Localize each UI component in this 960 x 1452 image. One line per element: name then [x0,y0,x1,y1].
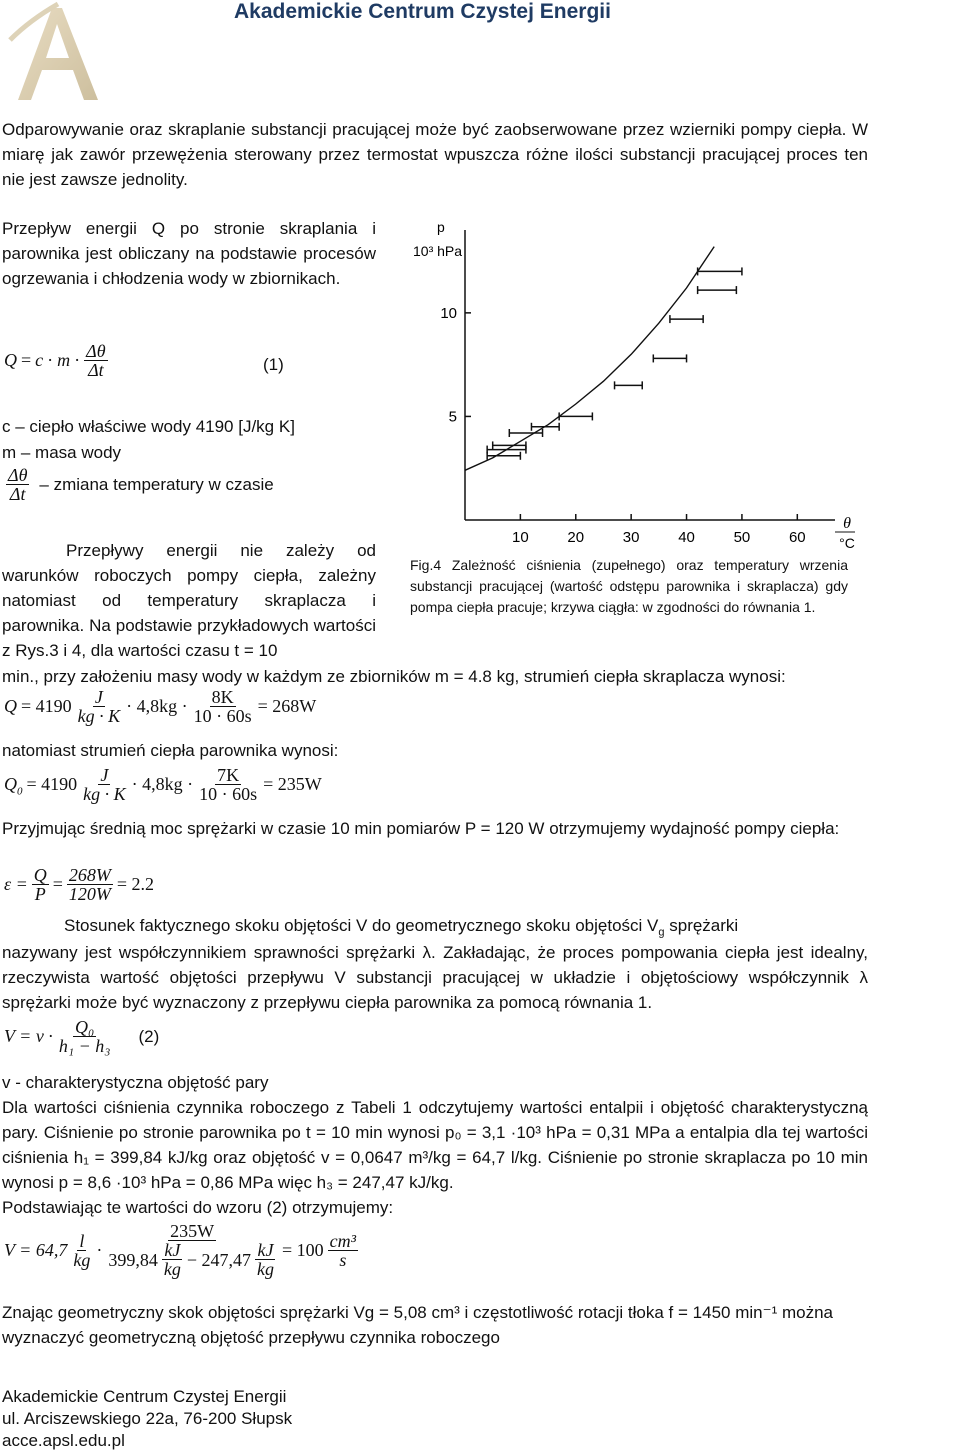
eps-f2d: 120W [68,884,111,904]
eqq0-frac1 [81,766,128,803]
eq1-num: Δθ [86,341,106,361]
eqq-frac1 [76,688,123,725]
eqq0-result: = 235W [263,774,322,794]
footer-website[interactable]: acce.apsl.edu.pl [2,1431,125,1450]
eqq0-frac2-num: 7K [217,765,240,785]
eq3-f3d: s [339,1249,347,1270]
eq1-m: m [57,350,71,370]
eps-f2n: 268W [68,865,111,885]
paragraph-volume-ratio-first [64,913,868,938]
eqq0-lhs-sub: 0 [17,785,23,798]
eqq0-mid: · 4,8kg · [131,774,194,794]
paragraph-flows-cont: min., przy założeniu masy wody w każdym ze zbiorników m = 4.8 kg, strumień ciepła skraplacza wynosi: [2,667,786,686]
equation-3 [4,1222,358,1278]
para5a-text [64,913,738,938]
para5a-sub: g [658,926,665,939]
eqq-frac1-den: kg · K [77,706,121,726]
x-tick-label: 50 [733,529,751,546]
paragraph-volume-ratio: nazywany jest współczynnikiem sprawności sprężarki λ. Zakładając, że proces pompowania ciepła jest idealny, rzeczywista wartość objętości przepływu V substancji pracującej w układzie i objętościowy współczynnik λ sprężarki może być wyznaczony z przepływu ciepła parownika za pomocą równania 1. [2,943,868,1012]
def-v: v - charakterystyczna objętość pary [2,1073,269,1092]
eq3-f2d-afrac [162,1241,183,1278]
equation-2 [4,1018,159,1055]
equation-epsilon [4,866,154,903]
eqq-frac1-num: J [94,687,103,707]
y-axis-symbol: p [437,220,445,235]
paragraph-intro: Odparowywanie oraz skraplanie substancji pracującej może być zaobserwowane przez wzierniki pompy ciepła. W miarę jak zawór przewężenia sterowany przez termostat wpuszcza różne ilości substancji pracującej proces ten nie jest zawsze jednolity. [2,120,868,189]
equation-q-condenser [4,688,316,725]
eqq-frac2-den: 10 · 60s [193,706,252,726]
eq1-c: c [35,350,44,370]
x-tick-label: 10 [512,529,529,546]
eqq-frac2 [192,688,254,725]
eq3-f1n: l [79,1230,85,1251]
logo-a-icon [0,0,110,100]
eqq-coef: = 4190 [21,696,72,716]
eq3-frac2 [106,1222,278,1278]
eq3-f2d-bd: kg [256,1259,274,1279]
para5a-main: Stosunek faktycznego skoku objętości V do geometrycznego skoku objętości V [64,916,659,935]
eq3-f2-den [106,1241,278,1278]
eq2-label: (2) [138,1027,160,1046]
eps-lhs: ε = [4,874,28,894]
eq3-f2d-an: kJ [164,1240,181,1260]
eps-result: = 2.2 [116,874,155,894]
def-ratio [6,466,274,503]
eq3-f2d-bn: kJ [257,1240,274,1260]
equation-q0-evaporator [4,766,322,803]
paragraph-energy-flow: Przepływ energii Q po stronie skraplania i parownika jest obliczany na podstawie procesów ogrzewania i chłodzenia wody w zbiornikach. [2,219,376,288]
paragraph-flows: Przepływy energii nie zależy od warunków roboczych pompy ciepła, zależny natomiast od temperatury skraplacza i parownika. Na podstawie przykładowych wartości z Rys.3 i 4, dla wartości czasu t = 10 [2,541,376,660]
eps-f1n: Q [33,865,47,885]
eqq-mid: · 4,8kg · [126,696,188,716]
paragraph-compressor-power: Przyjmując średnią moc sprężarki w czasie 10 min pomiarów P = 120 W otrzymujemy wydajność pompy ciepła: [2,819,840,838]
figure-caption: Fig.4 Zależność ciśnienia (zupełnego) oraz temperatury wrzenia substancji pracującej (wartość odstępu parownika i skraplacza) gdy pompa ciepła pracuje; krzywa ciągła: w zgodności do równania 1. [410,557,848,615]
paragraph-geometric-volume: Znając geometryczny skok objętości sprężarki Vg = 5,08 cm³ i częstotliwość rotacji tłoka f = 1450 min⁻¹ można wyznaczyć geometryczną objętość przepływu czynnika roboczego [2,1303,833,1347]
eqq0-lhs [4,774,23,798]
pressure-temperature-chart [405,220,855,555]
eps-frac1 [32,866,49,903]
eqq0-frac2-den: 10 · 60s [199,784,258,804]
def-ratio-fraction [6,466,29,503]
eq3-frac1 [71,1232,92,1269]
x-tick-label: 20 [567,529,585,546]
eq1-lhs: Q [4,350,17,370]
y-tick-label: 10 [440,304,457,322]
eq2-lhs: V = v · [4,1026,53,1046]
logo [0,0,110,100]
y-tick-label: 5 [448,408,457,426]
eqq-frac2-num: 8K [211,687,234,707]
eq3-lhs: V = 64,7 [4,1239,68,1260]
eq3-dot: · [96,1239,103,1260]
equation-1: Q = c · m · $\frac{\Delta\theta}{\Delta t}$ [4,341,106,380]
eq3-f3n: cm³ [329,1230,357,1251]
eps-eq: = [52,874,63,894]
footer-address: ul. Arciszewskiego 22a, 76-200 Słupsk [2,1409,293,1428]
eq1-eq: = [21,350,32,370]
paragraph-table-values: Dla wartości ciśnienia czynnika roboczego z Tabeli 1 odczytujemy wartości entalpii i objętość charakterystyczną pary. Ciśnienie po stronie parownika po t = 10 min wynosi p₀ = 3,1 ·10³ hPa = 0,31 MPa a entalpia dla tej wartości ciśnienia h₁ = 399,84 kJ/kg oraz objętość v = 0,0647 m³/kg = 64,7 l/kg. Ciśnienie po stronie skraplacza po 10 min wynosi p = 8,6 ·10³ hPa = 0,86 MPa więc h₃ = 247,47 kJ/kg. [2,1098,868,1192]
eps-frac2 [67,866,113,903]
x-tick-label: 30 [622,529,640,546]
eqq0-frac2 [197,766,259,803]
eq1-fraction [84,342,107,379]
eq3-f2n: 235W [170,1221,215,1241]
eqq-lhs: Q [4,696,17,716]
x-tick-label: 60 [788,529,806,546]
footer [2,1386,292,1452]
eq3-f2d-a: 399,84 [108,1249,158,1270]
eq2-den: h₁ − h₃ [58,1036,111,1056]
def-c: c – ciepło właściwe wody 4190 [J/kg K] [2,417,295,436]
x-tick-label: 40 [678,529,695,546]
eq2-num: Q₀ [75,1017,95,1037]
def-ratio-num: Δθ [8,465,28,485]
eq1-den: Δt [88,360,104,380]
footer-org: Akademickie Centrum Czystej Energii [2,1387,287,1406]
eqq-result: = 268W [257,696,317,716]
eqq0-frac1-den: kg · K [83,784,126,804]
eq2-frac [57,1018,113,1055]
def-ratio-text: – zmiana temperatury w czasie [39,475,274,494]
eq1-label: (1) [263,355,284,374]
eq3-f1d: kg [73,1249,91,1270]
eqq0-lhs-q: Q [4,774,17,794]
para5a-end: sprężarki [664,916,739,935]
eq3-frac3 [328,1232,358,1269]
eq3-f2d-bfrac [255,1241,276,1278]
eq3-f2d-mid: − 247,47 [186,1249,251,1270]
eqq0-frac1-num: J [100,765,109,785]
text-evaporator: natomiast strumień ciepła parownika wynosi: [2,741,339,760]
eps-f1d: P [34,884,46,904]
def-ratio-den: Δt [9,484,26,504]
x-axis-unit: °C [839,535,855,551]
eq3-result: = 100 [281,1239,324,1260]
def-m: m – masa wody [2,443,122,462]
y-axis-unit: 10³ hPa [413,243,463,259]
eq3-f2d-ad: kg [163,1259,181,1279]
header-title: Akademickie Centrum Czystej Energii [234,0,611,23]
x-axis-symbol: θ [843,515,851,532]
paragraph-substitute: Podstawiając te wartości do wzoru (2) otrzymujemy: [2,1198,394,1217]
eqq0-coef: = 4190 [26,774,78,794]
